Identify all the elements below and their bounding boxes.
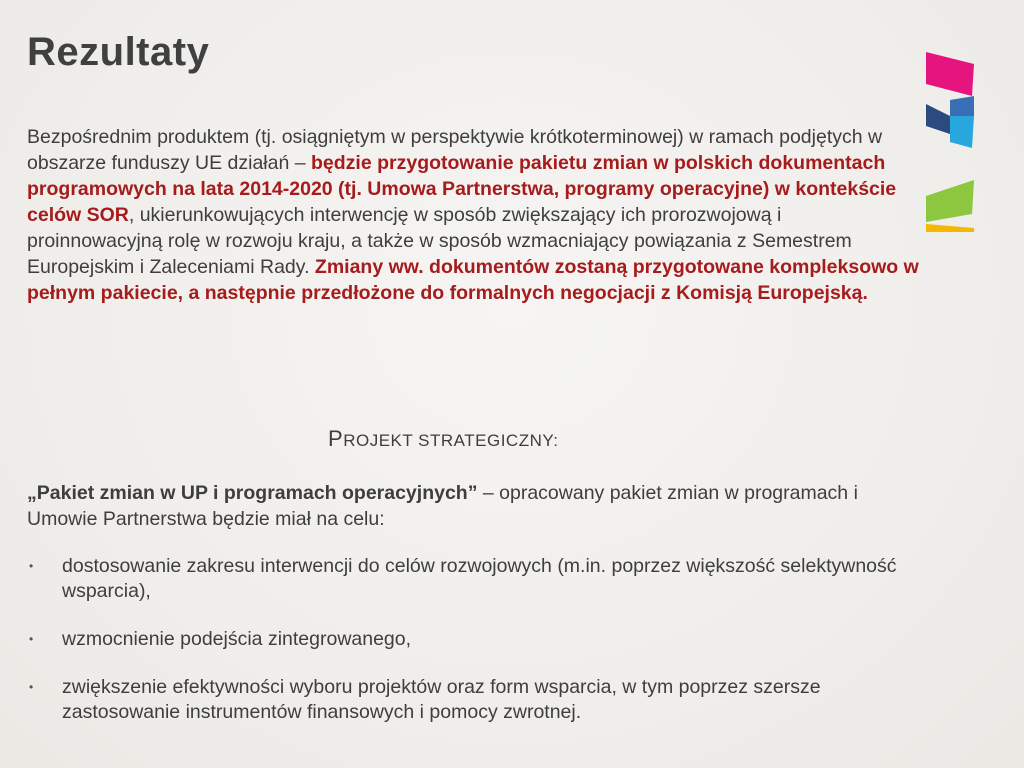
- section-heading-initial: P: [328, 426, 344, 451]
- list-item: [27, 554, 927, 604]
- list-item-text: wzmocnienie podejścia zintegrowanego,: [62, 628, 412, 650]
- intro-highlight-1: będzie przygotowanie pakietu zmian w polskich dokumentach programowych na lata 2014-2020 (tj. Umowa Partnerstwa, programy operacyjne) w kontekście celów SOR: [27, 152, 897, 226]
- blue-bar: [950, 96, 974, 116]
- list-item: [27, 627, 927, 652]
- intro-text-2: , ukierunkowujących interwencję w sposób zwiększający ich prorozwojową i proinnowacyjną rolę w rozwoju kraju, a także w sposób wzmacniający powiązania z Semestrem Europejskim i Zaleceniami Rady.: [27, 204, 852, 278]
- intro-paragraph: [27, 124, 922, 306]
- bullet-icon: •: [29, 632, 34, 646]
- goals-list: [27, 554, 927, 725]
- section-heading: [328, 426, 558, 452]
- bullet-icon: •: [29, 680, 34, 694]
- bullet-icon: •: [29, 559, 34, 573]
- list-item-text: dostosowanie zakresu interwencji do celów rozwojowych (m.in. poprzez większość selektywność wsparcia),: [62, 555, 897, 602]
- intro-highlight-2: Zmiany ww. dokumentów zostaną przygotowane kompleksowo w pełnym pakiecie, a następnie przedłożone do formalnych negocjacji z Komisją Europejską.: [27, 256, 919, 304]
- yellow-bar: [926, 224, 974, 232]
- magenta-bar: [926, 52, 974, 96]
- section-heading-rest: ROJEKT STRATEGICZNY:: [343, 431, 559, 450]
- cyan-bar: [950, 116, 974, 148]
- navy-bar: [926, 104, 950, 134]
- slide-title: Rezultaty: [27, 30, 210, 74]
- package-name: „Pakiet zmian w UP i programach operacyjnych”: [27, 482, 478, 504]
- package-text: – opracowany pakiet zmian w programach i Umowie Partnerstwa będzie miał na celu:: [27, 482, 858, 530]
- package-description: [27, 480, 927, 532]
- green-bar: [926, 180, 974, 222]
- list-item: [27, 675, 927, 725]
- intro-text-1: Bezpośrednim produktem (tj. osiągniętym w perspektywie krótkoterminowej) w ramach podjętych w obszarze funduszy UE działań –: [27, 126, 883, 174]
- list-item-text: zwiększenie efektywności wyboru projektów oraz form wsparcia, w tym poprzez szersze zastosowanie instrumentów finansowych i pomocy zwrotnej.: [62, 676, 821, 723]
- decorative-color-bars: [920, 40, 980, 240]
